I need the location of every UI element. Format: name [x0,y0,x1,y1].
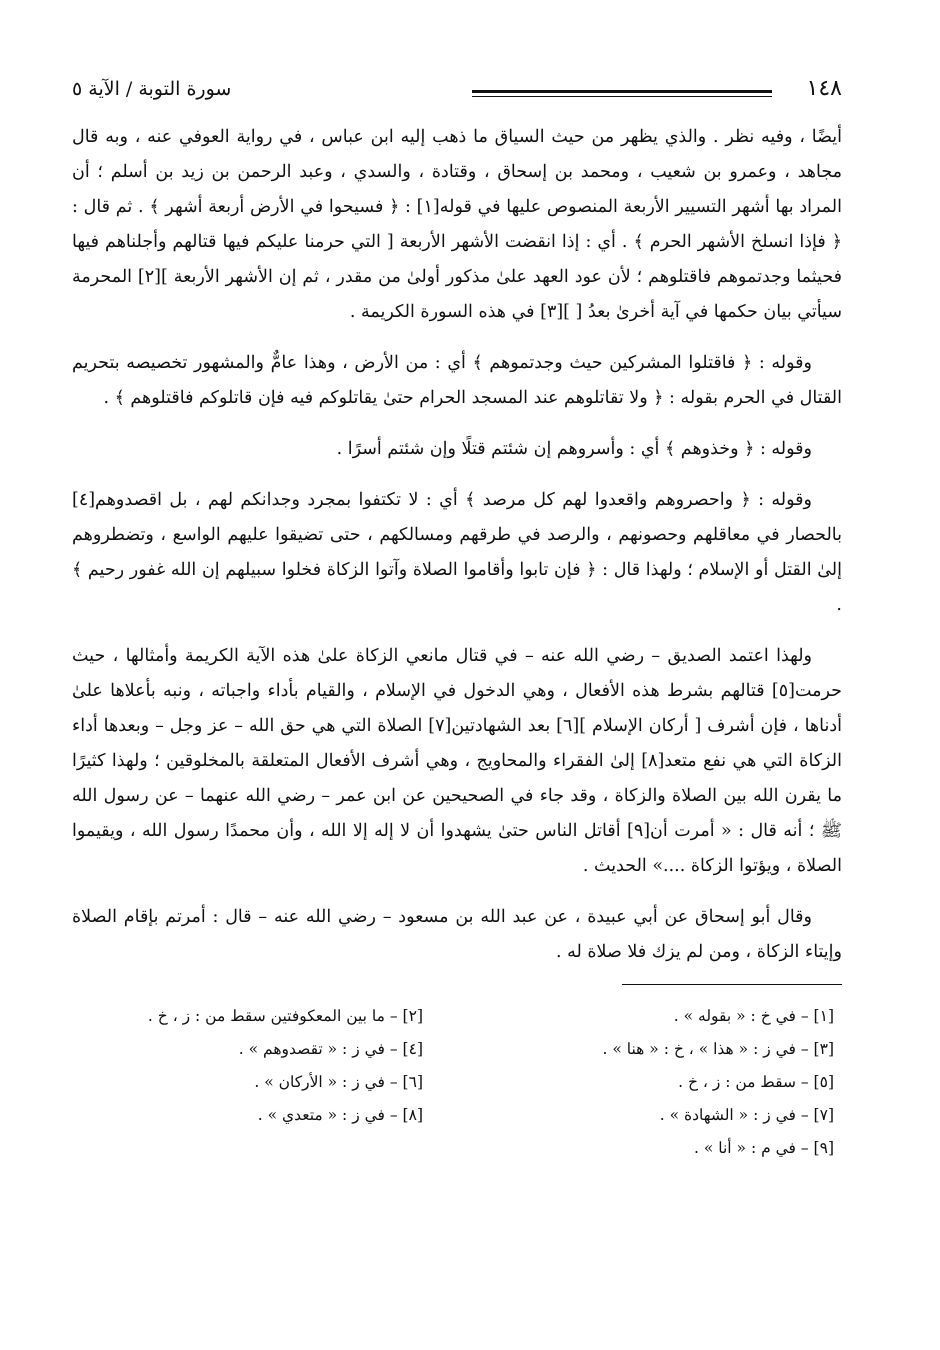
footnote: [٤] – في ز : « تقصدوهم » . [238,1040,423,1058]
footnote: [٦] – في ز : « الأركان » . [254,1073,423,1091]
paragraph: أيضًا ، وفيه نظر . والذي يظهر من حيث السياق ما ذهب إليه ابن عباس ، في رواية العوفي عنه ، وبه قال مجاهد ، وعمرو بن شعيب ، ومحمد بن إسحاق ، وقتادة ، والسدي ، وعبد الرحمن بن زيد بن أسلم ؛ أن المراد بها أشهر التسيير الأربعة المنصوص عليها في قوله[١] : ﴿ فسيحوا في الأرض أربعة أشهر ﴾ . ثم قال : ﴿ فإذا انسلخ الأشهر الحرم ﴾ . أي : إذا انقضت الأشهر الأربعة [ التي حرمنا عليكم فيها قتالهم وأجلناهم فيها فحيثما وجدتموهم فاقتلوهم ؛ لأن عود العهد علىٰ مذكور أولىٰ من مقدر ، ثم إن الأشهر الأربعة ][٢] المحرمة سيأتي بيان حكمها في آية أخرىٰ بعدُ [ ][٣] في هذه السورة الكريمة . [72,127,842,322]
paragraph: ولهذا اعتمد الصديق – رضي الله عنه – في قتال مانعي الزكاة علىٰ هذه الآية الكريمة وأمثالها ، حيث حرمت[٥] قتالهم بشرط هذه الأفعال ، وهي الدخول في الإسلام ، والقيام بأداء واجباته ، ونبه بأعلاها علىٰ أدناها ، فإن أشرف [ أركان الإسلام ][٦] بعد الشهادتين[٧] الصلاة التي هي حق الله – عز وجل – وبعدها أداء الزكاة التي هي نفع متعد[٨] إلىٰ الفقراء والمحاويج ، وهي أشرف الأفعال المتعلقة بالمخلوقين ؛ ولهذا كثيرًا ما يقرن الله بين الصلاة والزكاة ، وقد جاء في الصحيحين عن ابن عمر – رضي الله عنهما – عن رسول الله ﷺ ؛ أنه قال : « أمرت أن[٩] أقاتل الناس حتىٰ يشهدوا أن لا إله إلا الله ، وأن محمدًا رسول الله ، ويقيموا الصلاة ، ويؤتوا الزكاة ....» الحديث . [72,646,842,876]
footnote: [٨] – في ز : « متعدي » . [257,1106,423,1124]
footnotes [72,1003,842,1161]
footnote: [٣] – في ز : « هذا » ، خ : « هنا » . [602,1040,834,1058]
page-number: ١٤٨ [806,76,842,101]
paragraph: وقوله : ﴿ وخذوهم ﴾ أي : وأسروهم إن شئتم قتلًا وإن شئتم أسرًا . [336,439,812,459]
footnote: [١] – في خ : « بقوله » . [673,1007,834,1025]
footnote: [٢] – ما بين المعكوفتين سقط من : ز ، خ . [147,1007,423,1025]
footnote: [٩] – في م : « أنا » . [694,1139,834,1157]
footnote-divider [622,984,842,985]
paragraph: وقال أبو إسحاق عن أبي عبيدة ، عن عبد الله بن مسعود – رضي الله عنه – قال : أمرتم بإقام الصلاة وإيتاء الزكاة ، ومن لم يزك فلا صلاة له . [72,907,842,962]
main-text [72,120,842,970]
footnote: [٧] – في ز : « الشهادة » . [659,1106,834,1124]
header-rule [472,90,772,97]
paragraph: وقوله : ﴿ واحصروهم واقعدوا لهم كل مرصد ﴾ أي : لا تكتفوا بمجرد وجدانكم لهم ، بل اقصدوهم[٤] بالحصار في معاقلهم وحصونهم ، والرصد في طرقهم ومسالكهم ، حتى تضيقوا عليهم الواسع ، وتضطروهم إلىٰ القتل أو الإسلام ؛ ولهذا قال : ﴿ فإن تابوا وأقاموا الصلاة وآتوا الزكاة فخلوا سبيلهم إن الله غفور رحيم ﴾ . [72,490,842,615]
running-header [72,70,842,120]
paragraph: وقوله : ﴿ فاقتلوا المشركين حيث وجدتموهم ﴾ أي : من الأرض ، وهذا عامٌّ والمشهور تخصيصه بتحريم القتال في الحرم بقوله : ﴿ ولا تقاتلوهم عند المسجد الحرام حتىٰ يقاتلوكم فيه فإن قاتلوكم فاقتلوهم ﴾ . [72,353,842,408]
surah-title: سورة التوبة / الآية ٥ [72,78,232,100]
footnote: [٥] – سقط من : ز ، خ . [678,1073,834,1091]
